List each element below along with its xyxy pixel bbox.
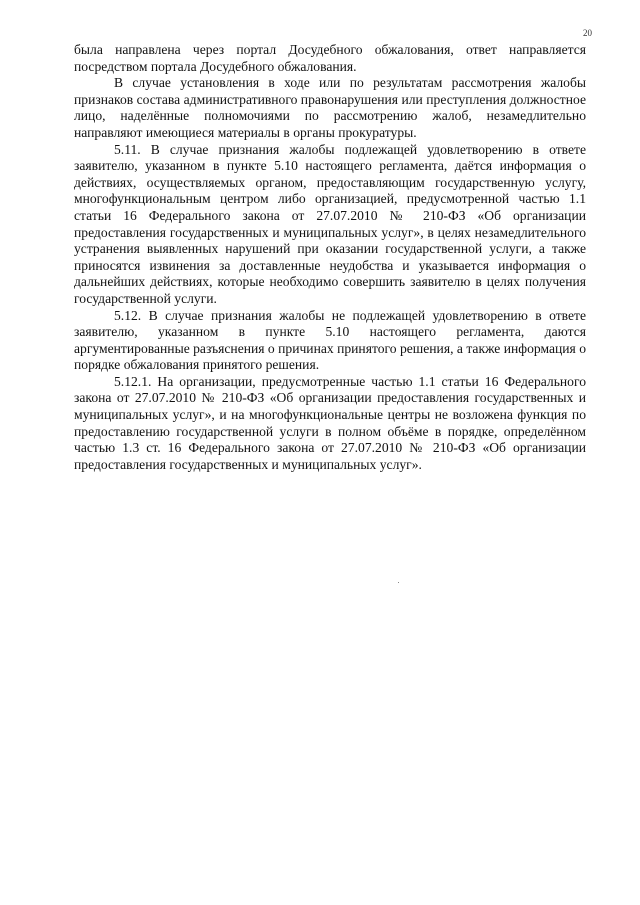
paragraph-5-12-1: 5.12.1. На организации, предусмотренные частью 1.1 статьи 16 Федерального закона от 27.07.2010 № 210-ФЗ «Об организации предоставления государственных и муниципальных услуг», и на многофункциональные центры не возложена функция по предоставлению государственной услуги в полном объёме в порядке, определённом частью 1.3 ст. 16 Федерального закона от 27.07.2010 № 210-ФЗ «Об организации предоставления государственных и муниципальных услуг». [74,373,586,472]
paragraph-5-12: 5.12. В случае признания жалобы не подлежащей удовлетворению в ответе заявителю, указанном в пункте 5.10 настоящего регламента, даются аргументированные разъяснения о причинах принятого решения, а также информация о порядке обжалования принятого решения. [74,307,586,373]
paragraph-continuation: была направлена через портал Досудебного обжалования, ответ направляется посредством портала Досудебного обжалования. [74,42,586,74]
scan-speck [398,582,399,583]
paragraph-prosecutor-referral: В случае установления в ходе или по результатам рассмотрения жалобы признаков состава административного правонарушения или преступления должностное лицо, наделённые полномочиями по рассмотрению жалоб, незамедлительно направляют имеющиеся материалы в органы прокуратуры. [74,75,586,140]
page-number: 20 [583,28,592,38]
document-body [74,42,586,473]
paragraph-5-11: 5.11. В случае признания жалобы подлежащей удовлетворению в ответе заявителю, указанном в пункте 5.10 настоящего регламента, даётся информация о действиях, осуществляемых органом, предоставляющим государственную услугу, многофункциональным центром либо организацией, предусмотренной частью 1.1 статьи 16 Федерального закона от 27.07.2010 № 210-ФЗ «Об организации предоставления государственных и муниципальных услуг», в целях незамедлительного устранения выявленных нарушений при оказании государственной услуги, а также приносятся извинения за доставленные неудобства и указывается информация о дальнейших действиях, которые необходимо совершить заявителю в целях получения государственной услуги. [74,141,586,306]
